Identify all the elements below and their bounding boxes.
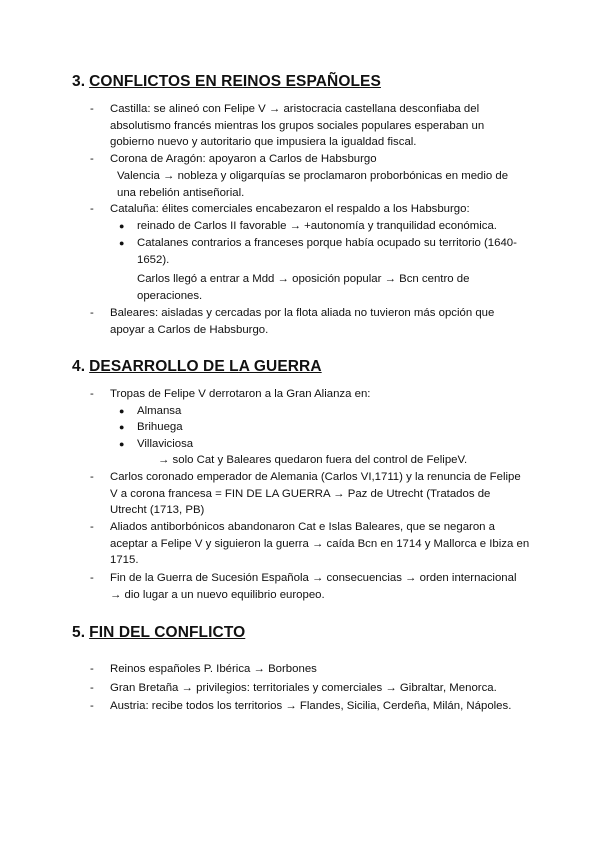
battle-item: Villaviciosa — [137, 438, 194, 450]
dash-marker: - — [90, 572, 94, 584]
section-4-number: 4. — [72, 358, 86, 375]
battle-item: Brihuega — [137, 421, 183, 433]
dash-marker: - — [90, 471, 94, 483]
dash-marker: - — [90, 103, 94, 115]
section-3-number: 3. — [72, 73, 86, 90]
section-3-title: CONFLICTOS EN REINOS ESPAÑOLES — [89, 73, 381, 90]
bullet-marker: ● — [119, 221, 125, 231]
bullet-marker: ● — [119, 238, 125, 248]
bullet-item-text: reinado de Carlos II favorable → +autonomía y tranquilidad económica. — [137, 220, 497, 232]
dash-marker: - — [90, 700, 94, 712]
list-item-text: Carlos coronado emperador de Alemania (Carlos VI,1711) y la renuncia de Felipe V a corona francesa = FIN DE LA GUERRA → Paz de Utrecht (Tratados de Utrecht (1713, PB) — [110, 471, 521, 517]
list-item-text: Reinos españoles P. Ibérica → Borbones — [110, 663, 317, 675]
section-5-number: 5. — [72, 624, 86, 641]
list-item-text: Austria: recibe todos los territorios → Flandes, Sicilia, Cerdeña, Milán, Nápoles. — [110, 700, 512, 712]
sub-paragraph: Valencia → nobleza y oligarquías se proclamaron proborbónicas en medio de una rebelión antiseñorial. — [117, 170, 509, 199]
list-item-text: Castilla: se alineó con Felipe V → aristocracia castellana desconfiaba del absolutismo francés mientras los grupos sociales populares esperaban un gobierno nuevo y autoritario que impusiera la igualdad fiscal. — [110, 103, 485, 149]
dash-marker: - — [90, 521, 94, 533]
bullet-marker: ● — [119, 422, 125, 432]
section-4-title: DESARROLLO DE LA GUERRA — [89, 358, 322, 375]
battles-conclusion: → solo Cat y Baleares quedaron fuera del control de FelipeV. — [158, 454, 468, 466]
list-item-text: Gran Bretaña → privilegios: territoriales y comerciales → Gibraltar, Menorca. — [110, 682, 497, 694]
list-item-text: Fin de la Guerra de Sucesión Española → consecuencias → orden internacional → dio lugar a un nuevo equilibrio europeo. — [110, 572, 517, 601]
list-item-text: Cataluña: élites comerciales encabezaron el respaldo a los Habsburgo: — [110, 203, 470, 215]
section-5-title: FIN DEL CONFLICTO — [89, 624, 246, 641]
bullet-marker: ● — [119, 406, 125, 416]
section-5-heading — [72, 624, 245, 642]
dash-marker: - — [90, 153, 94, 165]
dash-marker: - — [90, 388, 94, 400]
list-item-text: Corona de Aragón: apoyaron a Carlos de Habsburgo — [110, 153, 377, 165]
list-item-text: Tropas de Felipe V derrotaron a la Gran Alianza en: — [110, 388, 371, 400]
section-4-heading — [72, 358, 322, 376]
dash-marker: - — [90, 663, 94, 675]
dash-marker: - — [90, 203, 94, 215]
bullet-marker: ● — [119, 439, 125, 449]
list-item-text: Aliados antiborbónicos abandonaron Cat e Islas Baleares, que se negaron a aceptar a Felipe V y siguieron la guerra → caída Bcn en 1714 y Mallorca e Ibiza en 1715. — [110, 521, 530, 567]
list-item-text: Baleares: aisladas y cercadas por la flota aliada no tuvieron más opción que apoyar a Carlos de Habsburgo. — [110, 307, 495, 336]
dash-marker: - — [90, 682, 94, 694]
dash-marker: - — [90, 307, 94, 319]
section-3-heading — [72, 73, 381, 91]
battle-item: Almansa — [137, 405, 182, 417]
bullet-continuation: Carlos llegó a entrar a Mdd → oposición popular → Bcn centro de operaciones. — [137, 273, 470, 302]
bullet-item-text: Catalanes contrarios a franceses porque había ocupado su territorio (1640-1652). — [137, 237, 517, 266]
